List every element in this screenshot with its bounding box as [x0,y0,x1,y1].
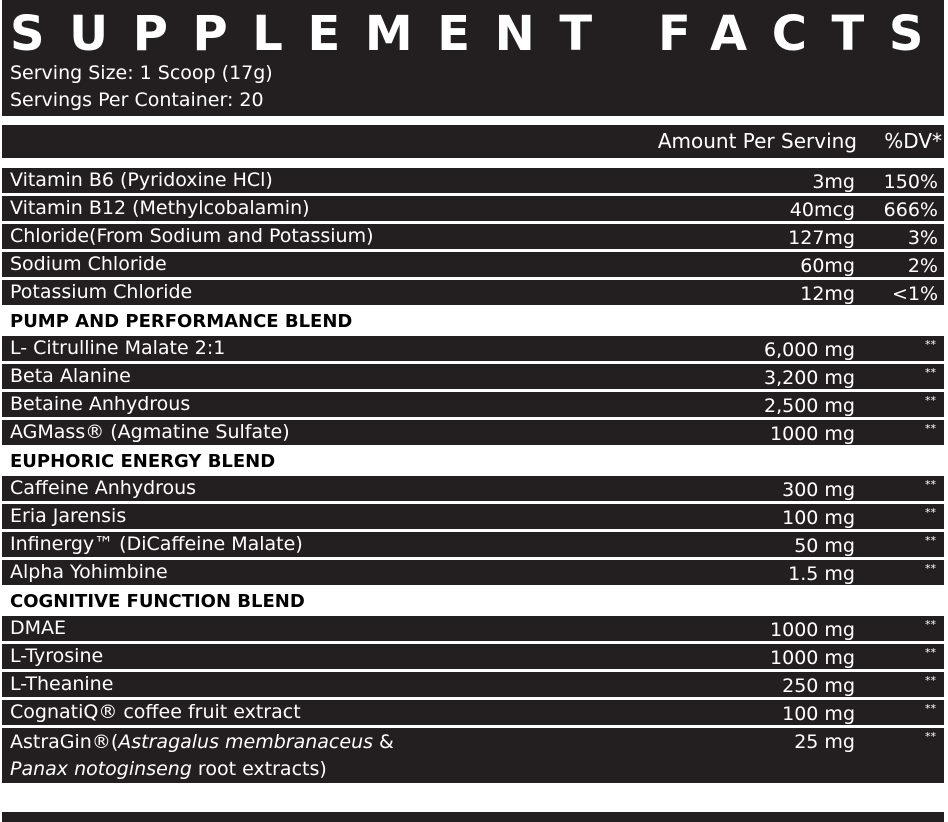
ingredient-amount: 50 mg [794,535,855,557]
table-row [2,168,944,193]
ingredient-name: L-Tyrosine [10,645,104,667]
ingredient-dv: ** [925,534,936,547]
ingredient-amount: 100 mg [782,703,855,725]
astragin-latin-2: Panax notoginseng [10,758,192,780]
ingredient-dv: ** [925,646,936,659]
ingredient-amount: 2,500 mg [763,395,855,417]
table-row [2,700,944,725]
ingredient-dv: ** [925,422,936,435]
table-row [2,196,944,221]
ingredient-amount: 12mg [800,283,855,305]
ingredient-dv: ** [925,562,936,575]
ingredient-dv: <1% [891,283,938,305]
ingredient-name: DMAE [10,617,67,639]
ingredient-dv: ** [925,366,936,379]
ingredient-name: Alpha Yohimbine [10,561,168,583]
header-panel [2,0,948,116]
ingredient-amount: 127mg [788,227,855,249]
ingredient-dv: 666% [883,199,938,221]
table-row [2,280,944,305]
ingredient-dv: 2% [907,255,938,277]
table-row [2,476,944,501]
ingredient-name: L-Theanine [10,673,114,695]
serving-size: Serving Size: 1 Scoop (17g) [10,62,273,84]
ingredient-dv: ** [925,478,936,491]
blend-heading: EUPHORIC ENERGY BLEND [10,451,276,472]
ingredient-name: L- Citrulline Malate 2:1 [10,337,226,359]
ingredient-name: Vitamin B12 (Methylcobalamin) [10,197,310,219]
table-row [2,224,944,249]
ingredient-dv: 3% [907,227,938,249]
table-row [2,252,944,277]
astragin-suffix: root extracts) [191,758,327,780]
ingredient-name: Potassium Chloride [10,281,193,303]
ingredient-amount: 1000 mg [770,619,855,641]
ingredient-dv: ** [925,730,936,743]
column-header [2,125,944,158]
dv-column-label: %DV* [884,129,942,153]
ingredient-name: CognatiQ® coffee fruit extract [10,701,301,723]
blend-heading: COGNITIVE FUNCTION BLEND [10,591,305,612]
ingredient-dv: ** [925,394,936,407]
table-row [2,644,944,669]
ingredient-dv: ** [925,674,936,687]
ingredient-amount: 40mcg [789,199,855,221]
ingredient-amount: 1000 mg [770,423,855,445]
ingredient-name [10,729,394,783]
ingredient-name: AGMass® (Agmatine Sulfate) [10,421,290,443]
ingredient-amount: 6,000 mg [763,339,855,361]
ingredient-amount: 1000 mg [770,647,855,669]
table-row [2,728,944,783]
ingredient-name: Eria Jarensis [10,505,127,527]
table-row [2,672,944,697]
table-row [2,336,944,361]
astragin-prefix: AstraGin®( [10,731,119,753]
table-row [2,616,944,641]
ingredient-amount: 300 mg [782,479,855,501]
table-row [2,504,944,529]
amount-column-label: Amount Per Serving [657,129,857,153]
ingredient-amount: 3mg [812,171,855,193]
ingredient-name: Sodium Chloride [10,253,167,275]
ingredient-dv: ** [925,618,936,631]
facts-table [0,168,948,786]
ingredient-dv: ** [925,506,936,519]
ingredient-amount: 250 mg [782,675,855,697]
table-row [2,560,944,585]
astragin-latin-1: Astragalus membranaceus [118,731,374,753]
table-row [2,420,944,445]
page-title: SUPPLEMENT FACTS [10,6,948,62]
table-row [2,532,944,557]
servings-per-container: Servings Per Container: 20 [10,89,264,111]
ingredient-name: Infinergy™ (DiCaffeine Malate) [10,533,303,555]
ingredient-amount: 25 mg [794,731,855,753]
ingredient-amount: 3,200 mg [763,367,855,389]
astragin-mid: & [373,731,394,753]
table-row [2,392,944,417]
ingredient-dv: ** [925,338,936,351]
ingredient-name: Caffeine Anhydrous [10,477,197,499]
ingredient-name: Vitamin B6 (Pyridoxine HCl) [10,169,273,191]
footer-bar [2,812,944,822]
ingredient-amount: 60mg [800,255,855,277]
table-row [2,364,944,389]
ingredient-amount: 100 mg [782,507,855,529]
ingredient-name: Beta Alanine [10,365,131,387]
ingredient-name: Chloride(From Sodium and Potassium) [10,225,374,247]
ingredient-amount: 1.5 mg [788,563,855,585]
blend-heading: PUMP AND PERFORMANCE BLEND [10,311,353,332]
ingredient-name: Betaine Anhydrous [10,393,191,415]
ingredient-dv: ** [925,702,936,715]
ingredient-dv: 150% [883,171,938,193]
